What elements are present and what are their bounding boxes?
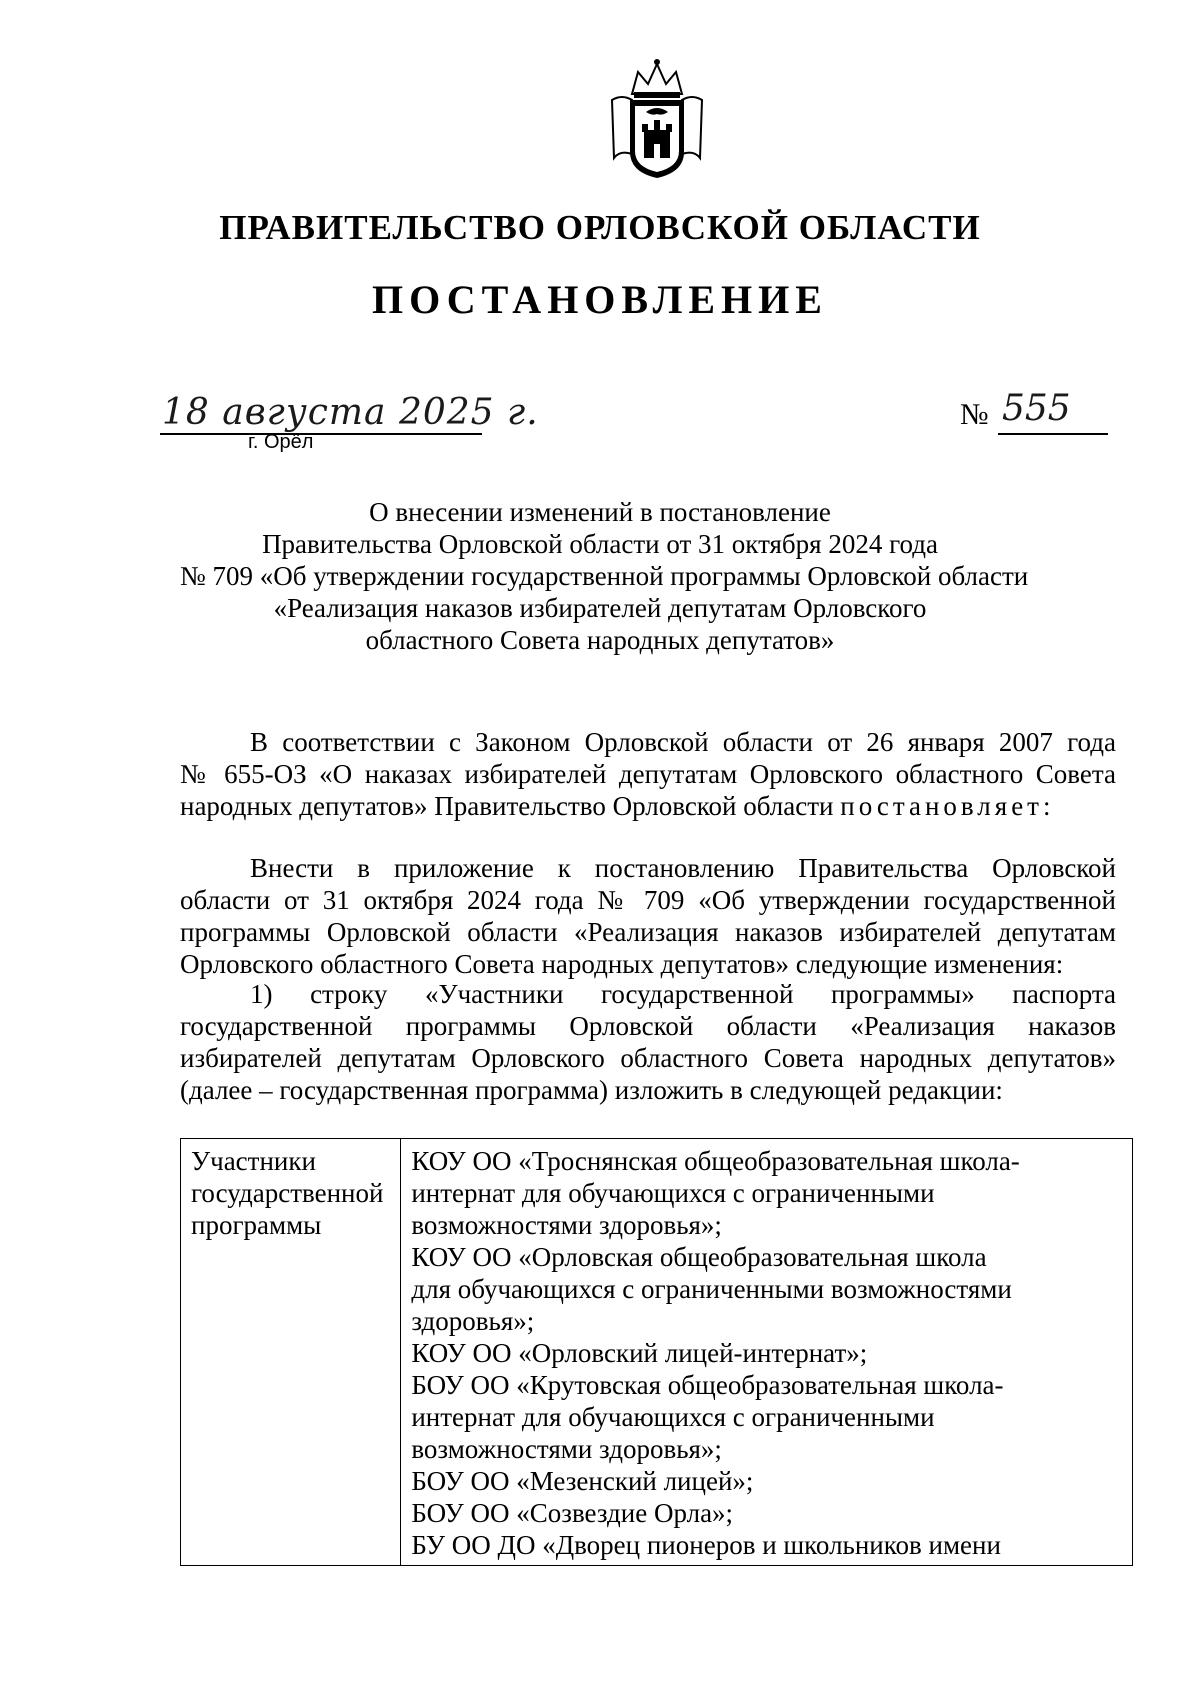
subject-line: О внесении изменений в постановление	[369, 497, 831, 527]
table-value-line: интернат для обучающихся с ограниченными	[411, 1178, 935, 1208]
preamble-line-last	[180, 790, 1116, 822]
decree-word: постановляет:	[840, 791, 1055, 821]
intro-line: программы Орловской области «Реализация наказов избирателей депутатам	[180, 917, 1116, 947]
preamble-line: В соответствии с Законом Орловской области от 26 января 2007 года	[250, 727, 1116, 757]
intro-line: области от 31 октября 2024 года № 709 «Об утверждении государственной	[180, 885, 1116, 915]
item-1-line: избирателей депутатам Орловского областного Совета народных депутатов»	[180, 1043, 1116, 1073]
subject-line: «Реализация наказов избирателей депутатам Орловского	[273, 593, 927, 623]
handwritten-number: 555	[1002, 388, 1071, 429]
item-1-line: государственной программы Орловской области «Реализация наказов	[180, 1011, 1116, 1041]
subject-line: областного Совета народных депутатов»	[365, 625, 835, 655]
table-label-line: государственной	[191, 1178, 384, 1208]
table-label-line: программы	[191, 1210, 322, 1240]
participants-table	[180, 1138, 1133, 1566]
table-value-line: КОУ ОО «Орловская общеобразовательная школа	[411, 1242, 987, 1272]
item-1-line: (далее – государственная программа) изложить в следующей редакции:	[180, 1075, 1003, 1105]
table-value-line: для обучающихся с ограниченными возможностями	[411, 1274, 1012, 1304]
table-row	[181, 1139, 1133, 1566]
table-value-line: КОУ ОО «Орловский лицей-интернат»;	[411, 1338, 868, 1368]
handwritten-date: 18 августа 2025 г.	[162, 392, 539, 433]
preamble-line: народных депутатов» Правительство Орловской области	[180, 791, 834, 821]
table-cell-label	[181, 1139, 401, 1566]
item-1-line: 1) строку «Участники государственной программы» паспорта	[250, 979, 1116, 1009]
intro-paragraph	[180, 852, 1116, 980]
preamble-paragraph	[180, 726, 1116, 822]
table-cell-value	[401, 1139, 1133, 1566]
intro-line: Орловского областного Совета народных депутатов» следующие изменения:	[180, 949, 1064, 979]
table-value-line: интернат для обучающихся с ограниченными	[411, 1402, 935, 1432]
table-value-line: БОУ ОО «Крутовская общеобразовательная школа-	[411, 1370, 1004, 1400]
table-value-line: возможностями здоровья»;	[411, 1434, 722, 1464]
city-label: г. Орёл	[248, 431, 314, 453]
intro-line: Внести в приложение к постановлению Правительства Орловской	[250, 853, 1116, 883]
table-value-line: возможностями здоровья»;	[411, 1210, 722, 1240]
subject-line: № 709 «Об утверждении государственной программы Орловской области	[180, 561, 1029, 591]
coat-of-arms-icon	[602, 54, 712, 182]
table-value-line: БУ ОО ДО «Дворец пионеров и школьников имени	[411, 1530, 1001, 1560]
subject-line: Правительства Орловской области от 31 октября 2024 года	[262, 529, 938, 559]
number-prefix: №	[960, 398, 989, 431]
government-title: ПРАВИТЕЛЬСТВО ОРЛОВСКОЙ ОБЛАСТИ	[219, 208, 981, 247]
table-value-line: БОУ ОО «Созвездие Орла»;	[411, 1498, 734, 1528]
document-type-title: ПОСТАНОВЛЕНИЕ	[372, 277, 828, 322]
table-value-line: БОУ ОО «Мезенский лицей»;	[411, 1466, 754, 1496]
number-underline	[998, 433, 1108, 435]
table-value-line: КОУ ОО «Троснянская общеобразовательная школа-	[411, 1146, 1020, 1176]
item-1-paragraph	[180, 978, 1116, 1106]
date-underline	[160, 433, 482, 435]
document-subject	[180, 496, 1029, 656]
preamble-line: № 655-ОЗ «О наказах избирателей депутатам Орловского областного Совета	[180, 759, 1116, 789]
table-label-line: Участники	[191, 1146, 316, 1176]
table-value-line: здоровья»;	[411, 1306, 535, 1336]
